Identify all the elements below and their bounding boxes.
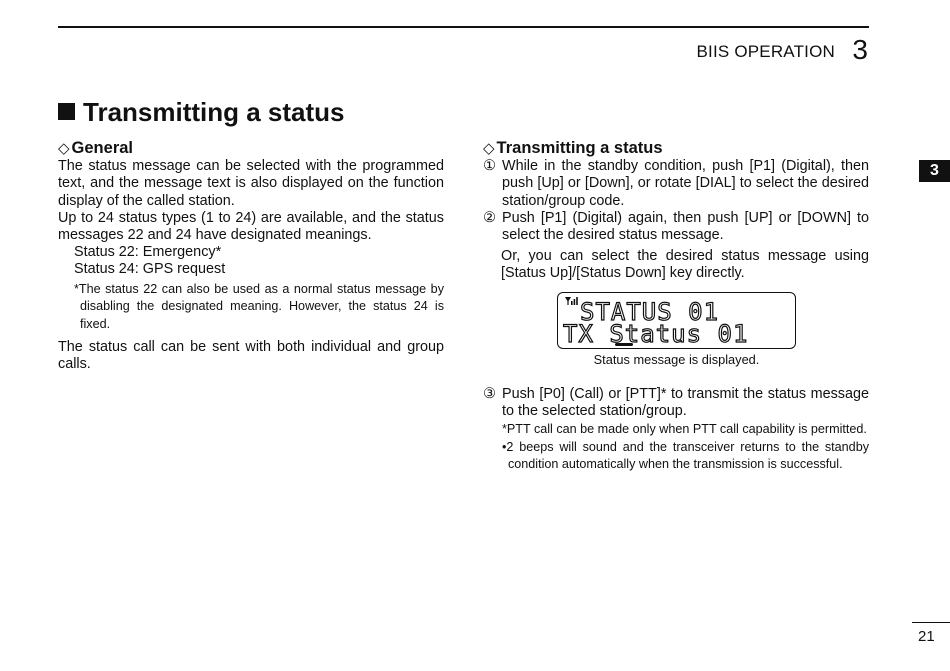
lcd-display xyxy=(557,292,796,349)
transmit-heading: ◇ Transmitting a status xyxy=(483,139,663,157)
general-heading: ◇ General xyxy=(58,139,133,157)
page-title-text: Transmitting a status xyxy=(83,97,345,127)
step-3: ③ Push [P0] (Call) or [PTT]* to transmit the status message to the selected station/group. xyxy=(483,386,869,420)
lcd-line-1: STATUS 01 xyxy=(580,298,720,326)
square-bullet-icon xyxy=(58,103,75,120)
general-para-1: The status message can be selected with the programmed text, and the message text is also displayed on the function display of the called station. xyxy=(58,158,444,209)
lcd-line-2: TX Status 01 xyxy=(563,320,749,348)
step-2-alternative: Or, you can select the desired status message using [Status Up]/[Status Down] key directly. xyxy=(501,248,869,282)
status-24-line: Status 24: GPS request xyxy=(74,261,226,278)
status-22-line: Status 22: Emergency* xyxy=(74,244,222,261)
lcd-caption: Status message is displayed. xyxy=(593,352,760,367)
signal-strength-icon xyxy=(565,296,578,305)
diamond-icon: ◇ xyxy=(58,140,70,157)
chapter-tab: 3 xyxy=(919,160,950,182)
transmit-section xyxy=(483,140,869,283)
step-2: ② Push [P1] (Digital) again, then push [UP] or [DOWN] to select the desired status message. xyxy=(483,209,869,244)
general-section xyxy=(58,140,444,374)
step-2-number: ② xyxy=(483,209,496,226)
running-header-title: BIIS OPERATION xyxy=(696,42,835,61)
step-1: ① While in the standby condition, push [P1] (Digital), then push [Up] or [Down], or rotate [DIAL] to select the desired station/group code. xyxy=(483,158,869,209)
diamond-icon: ◇ xyxy=(483,140,495,157)
general-para-3: The status call can be sent with both individual and group calls. xyxy=(58,339,444,373)
step-1-number: ① xyxy=(483,158,496,175)
step-3-number: ③ xyxy=(483,386,496,402)
general-para-2: Up to 24 status types (1 to 24) are available, and the status messages 22 and 24 have designated meanings. xyxy=(58,209,444,244)
lcd-cursor xyxy=(615,343,633,346)
step-3-block xyxy=(483,386,869,474)
ptt-note: *PTT call can be made only when PTT call capability is permitted. xyxy=(502,422,867,437)
chapter-number: 3 xyxy=(852,34,868,65)
page-number: 21 xyxy=(918,628,935,645)
beep-note: •2 beeps will sound and the transceiver returns to the standby condition automatically when the transmission is successful. xyxy=(502,439,869,472)
footer-rule xyxy=(912,622,950,623)
status-footnote: *The status 22 can also be used as a normal status message by disabling the designated meaning. However, the status 24 is fixed. xyxy=(74,281,444,331)
page-title xyxy=(58,97,345,128)
header-rule xyxy=(58,26,869,28)
